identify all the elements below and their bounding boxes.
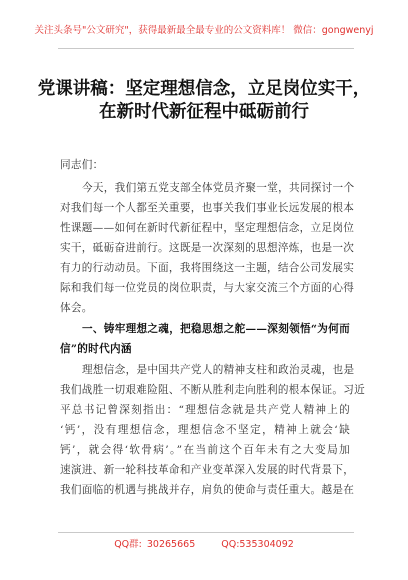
title-line-2: 在新时代新征程中砥砺前行: [99, 102, 309, 122]
section-1-line: 速演进、新一轮科技革命和产业变革深入发展的时代背景下，: [60, 464, 355, 476]
intro-line: 对我们每一个人都至关重要，也事关我们事业长远发展的根本: [60, 202, 355, 214]
section-1-heading: [60, 319, 350, 359]
header-banner: 关注头条号"公文研究"，获得最新最全最专业的公文资料库！ 微信：gongwenyj: [34, 25, 374, 36]
intro-line: 实干，砥砺奋进前行。这既是一次深刻的思想淬炼，也是一次: [60, 242, 355, 254]
intro-line: 性课题——如何在新时代新征程中，坚定理想信念，立足岗位: [60, 222, 355, 234]
footer-qq: QQ:535304092: [221, 539, 294, 550]
section-1-line: 理想信念，是中国共产党人的精神支柱和政治灵魂，也是: [82, 364, 355, 376]
intro-paragraph: [60, 178, 355, 318]
section-1-heading-line-1: 一、铸牢理想之魂，把稳思想之舵——深刻领悟“为何而: [82, 323, 350, 335]
section-1-heading-line-2: 信”的时代内涵: [60, 343, 132, 355]
footer-qq-group: QQ群: 30265665: [114, 539, 196, 550]
section-1-line: 我们战胜一切艰难险阻、不断从胜利走向胜利的根本保证。习近: [60, 384, 366, 396]
title-line-1: 党课讲稿：坚定理想信念，立足岗位实干，: [37, 79, 371, 99]
intro-line: 际和我们每一位党员的岗位职责，与大家交流三个方面的心得: [60, 282, 355, 294]
section-1-paragraph: [60, 360, 366, 500]
footer-contact: [0, 536, 408, 550]
section-1-line: 平总书记曾深刻指出：“理想信念就是共产党人精神上的: [60, 404, 350, 416]
salutation: 同志们：: [60, 159, 104, 171]
intro-line: 有力的行动动员。下面，我将围绕这一主题，结合公司发展实: [60, 262, 355, 274]
section-1-line: ‘钙’，没有理想信念，理想信念不坚定，精神上就会‘缺: [60, 424, 350, 436]
section-1-line: 钙’，就会得‘软骨病’。”在当前这个百年未有之大变局加: [60, 444, 350, 456]
intro-line: 体会。: [60, 302, 93, 314]
footer-rule: [58, 532, 354, 533]
document-title: [36, 78, 372, 124]
section-1-line: 我们面临的机遇与挑战并存，肩负的使命与责任重大。越是在: [60, 484, 355, 496]
header-rule: [58, 48, 354, 49]
intro-line: 今天，我们第五党支部全体党员齐聚一堂，共同探讨一个: [82, 182, 355, 194]
